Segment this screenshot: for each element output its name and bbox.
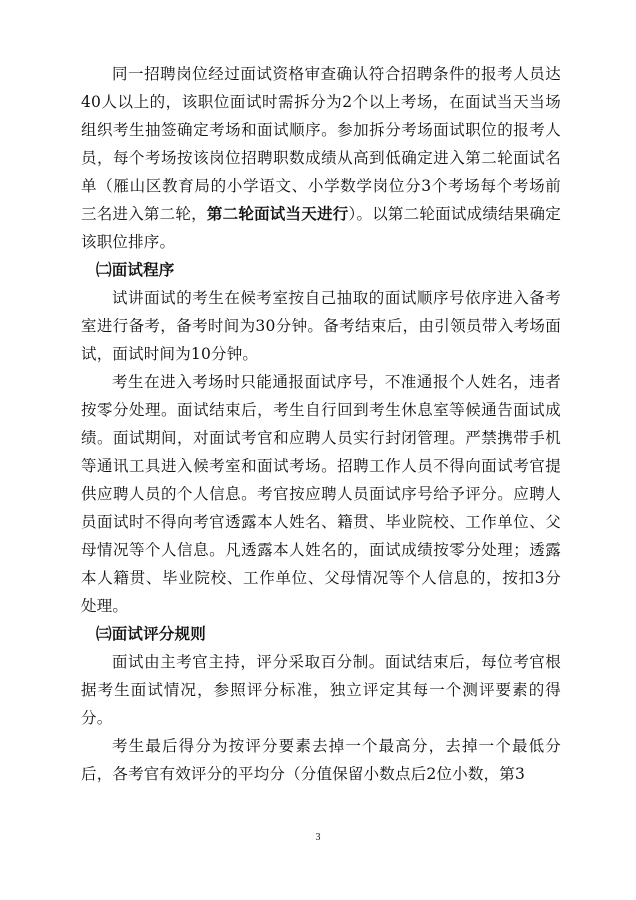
document-body [81,60,561,788]
paragraph-text: 同一招聘岗位经过面试资格审查确认符合招聘条件的报考人员达40人以上的，该职位面试时需拆分为2个以上考场，在面试当天当场组织考生抽签确定考场和面试顺序。参加拆分考场面试职位的报考人员，每个考场按该岗位招聘职数成绩从高到低确定进入第二轮面试名单（雁山区教育局的小学语文、小学数学岗位分3个考场每个考场前三名进入第二轮， [81,65,561,223]
paragraph-final-score: 考生最后得分为按评分要素去掉一个最高分，去掉一个最低分后，各考官有效评分的平均分（分值保留小数点后2位小数，第3 [81,737,561,783]
paragraph-text-end: ）。以第二轮面试成绩结果确定该职位排序。 [81,205,561,251]
page-number: 3 [315,832,321,843]
paragraph-exam-room-split [81,60,561,256]
section-heading-scoring: ㈢面试评分规则 [96,624,206,643]
bold-emphasis: 第二轮面试当天进行 [206,204,349,223]
paragraph-procedure: 试讲面试的考生在候考室按自己抽取的面试顺序号依序进入备考室进行备考，备考时间为30分钟。备考结束后，由引领员带入考场面试，面试时间为10分钟。 [81,289,561,363]
paragraph-scoring: 面试由主考官主持，评分采取百分制。面试结束后，每位考官根据考生面试情况，参照评分标准，独立评定其每一个测评要素的得分。 [81,653,561,727]
section-heading-procedure: ㈡面试程序 [96,260,175,279]
paragraph-rules: 考生在进入考场时只能通报面试序号，不准通报个人姓名，违者按零分处理。面试结束后，考生自行回到考生休息室等候通告面试成绩。面试期间，对面试考官和应聘人员实行封闭管理。严禁携带手机等通讯工具进入候考室和面试考场。招聘工作人员不得向面试考官提供应聘人员的个人信息。考官按应聘人员面试序号给予评分。应聘人员面试时不得向考官透露本人姓名、籍贯、毕业院校、工作单位、父母情况等个人信息。凡透露本人姓名的，面试成绩按零分处理；透露本人籍贯、毕业院校、工作单位、父母情况等个人信息的，按扣3分处理。 [81,373,561,615]
